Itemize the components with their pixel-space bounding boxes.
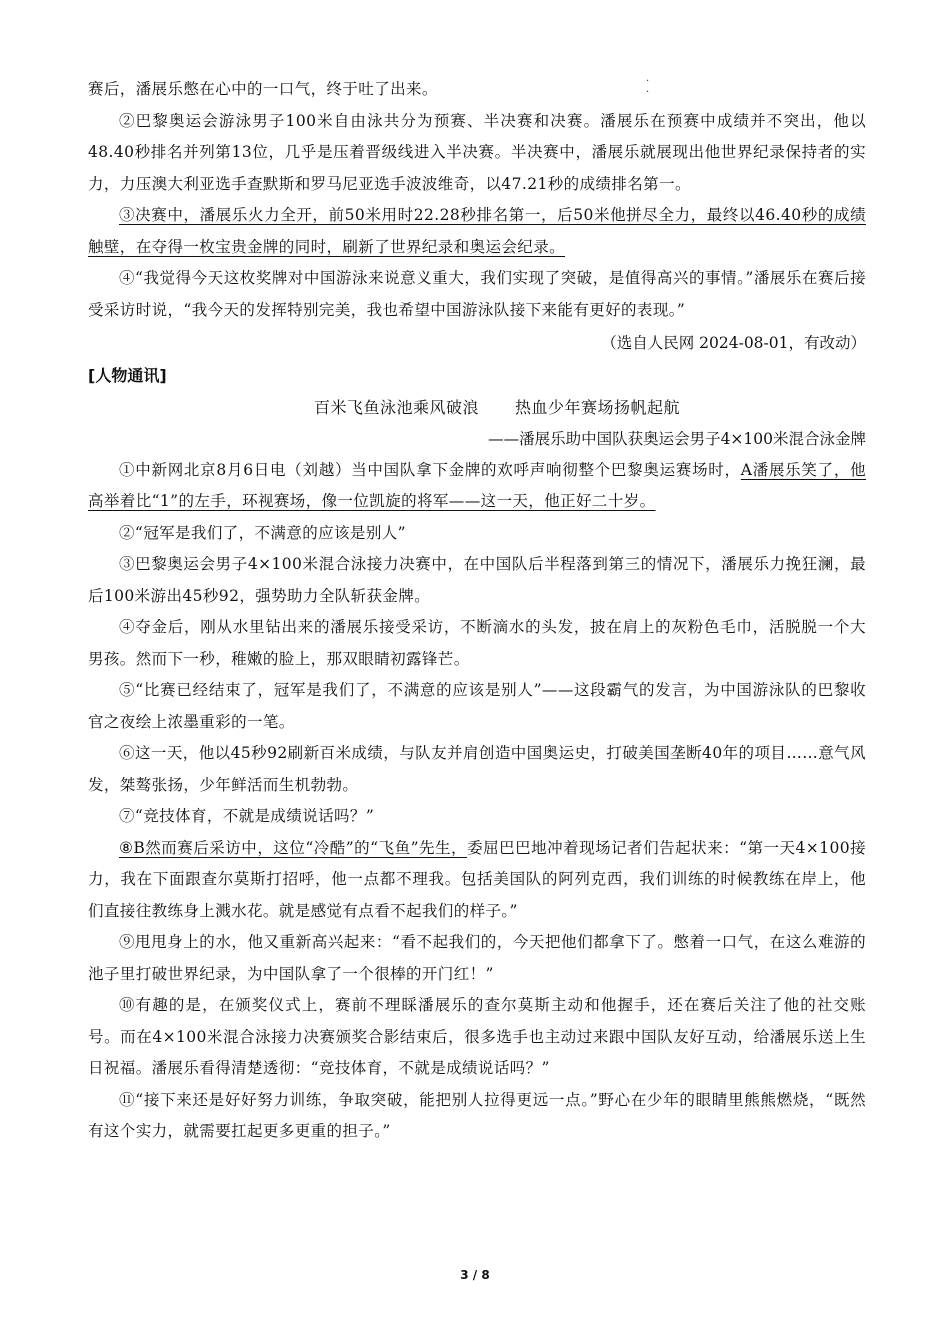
p1-underlined-a: A潘展乐笑了，他高举着比“1”的左手，环视赛场，像一位凯旋的将军——这一天，他正好二十岁。 [88,460,866,510]
paragraph-9-shake-water: ⑨甩甩身上的水，他又重新高兴起来：“看不起我们的，今天把他们都拿下了。憋着一口气，在这么难游的池子里打破世界纪录，为中国队拿了一个很棒的开门红！” [88,933,866,983]
title-part-2: 热血少年赛场扬帆起航 [515,397,681,417]
paragraph-4-after-gold: ④夺金后，刚从水里钻出来的潘展乐接受采访，不断滴水的头发，披在肩上的灰粉色毛巾，活脱脱一个大男孩。然而下一秒，稚嫩的脸上，那双眼睛初露锋芒。 [88,618,866,668]
paragraph-10-ceremony: ⑩有趣的是，在颁奖仪式上，赛前不理睬潘展乐的查尔莫斯主动和他握手，还在赛后关注了他的社交账号。而在4×100米混合泳接力决赛颁奖合影结束后，很多选手也主动过来跟中国队友好互动，给潘展乐送上生日祝福。潘展乐看得清楚透彻：“竞技体育，不就是成绩说话吗？” [88,996,866,1077]
p8-underlined-b: ⑧B然而赛后采访中，这位“冷酷”的“飞鱼”先生， [119,838,468,857]
page-number: 3 / 8 [460,1268,490,1282]
paragraph-2-freestyle-heats: ②巴黎奥运会游泳男子100米自由泳共分为预赛、半决赛和决赛。潘展乐在预赛中成绩并不突出，他以48.40秒排名并列第13位，几乎是压着晋级线进入半决赛。半决赛中，潘展乐就展现出他世界纪录保持者的实力，力压澳大利亚选手查默斯和罗马尼亚选手波波维奇，以47.21秒的成绩排名第一。 [88,111,866,193]
p1-normal-text: ①中新网北京8月6日电（刘越）当中国队拿下金牌的欢呼声响彻整个巴黎奥运赛场时， [119,460,741,479]
paragraph-4-interview: ④“我觉得今天这枚奖牌对中国游泳来说意义重大，我们实现了突破，是值得高兴的事情。”潘展乐在赛后接受采访时说，“我今天的发挥特别完美，我也希望中国游泳队接下来能有更好的表现。” [88,269,866,319]
paragraph-2-quote: ②“冠军是我们了，不满意的应该是别人” [119,523,406,542]
underlined-final-text: ③决赛中，潘展乐火力全开，前50米用时22.28秒排名第一，后50米他拼尽全力，最终以46.40秒的成绩触壁，在夺得一枚宝贵金牌的同时，刷新了世界纪录和奥运会纪录。 [88,206,866,256]
paragraph-11-ambition: ⑪“接下来还是好好努力训练，争取突破，能把别人拉得更远一点。”野心在少年的眼睛里熊熊燃烧，“既然有这个实力，就需要扛起更多更重的担子。” [88,1090,866,1140]
paragraph-8-complaint [88,833,866,928]
paragraph-3-relay: ③巴黎奥运会男子4×100米混合泳接力决赛中，在中国队后半程落到第三的情况下，潘展乐力挽狂澜，最后100米游出45秒92，强势助力全队斩获金牌。 [88,555,866,605]
paragraph-1-dateline [88,455,866,518]
paragraph-continuation: 赛后，潘展乐憋在心中的一口气，终于吐了出来。 [88,80,438,98]
article-subtitle: ——潘展乐助中国队获奥运会男子4×100米混合泳金牌 [488,429,866,448]
source-citation: （选自人民网 2024-08-01，有改动） [601,334,866,352]
article-title [88,392,866,424]
paragraph-6-record: ⑥这一天，他以45秒92刷新百米成绩，与队友并肩创造中国奥运史，打破美国垄断40年的项目……意气风发，桀骜张扬，少年鲜活而生机勃勃。 [88,744,866,794]
header-dots: · · [646,76,650,98]
document-body [88,74,866,1148]
paragraph-3-final-underlined [88,200,866,263]
title-part-1: 百米飞鱼泳池乘风破浪 [313,397,479,417]
p8-normal-text: 委屈巴巴地冲着现场记者们告起状来：“第一天4×100接力，我在下面跟查尔莫斯打招呼，他一点都不理我。包括美国队的阿列克西，我们训练的时候教练在岸上，他们直接往教练身上溅水花。就是感觉有点看不起我们的样子。” [88,838,866,920]
paragraph-5-statement: ⑤“比赛已经结束了，冠军是我们了，不满意的应该是别人”——这段霸气的发言，为中国游泳队的巴黎收官之夜绘上浓墨重彩的一笔。 [88,681,866,731]
section-label: [人物通讯] [88,365,167,385]
paragraph-7-question: ⑦“竞技体育，不就是成绩说话吗？” [119,807,375,825]
